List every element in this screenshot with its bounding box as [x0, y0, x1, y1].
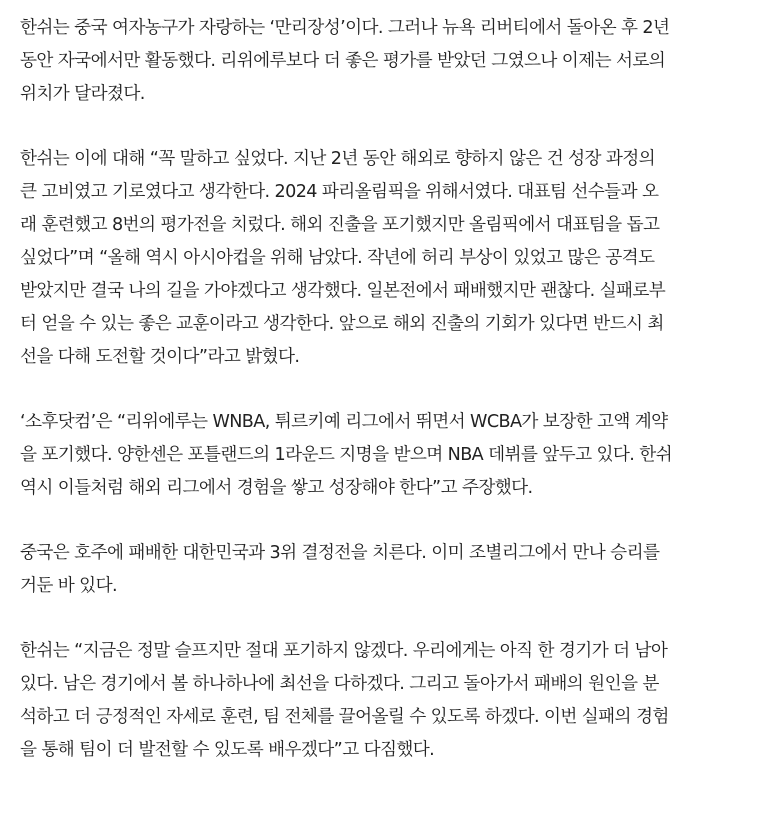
text-line: 을 통해 팀이 더 발전할 수 있도록 배우겠다”고 다짐했다.	[20, 740, 435, 760]
text-line: 역시 이들처럼 해외 리그에서 경험을 쌓고 성장해야 한다”고 주장했다.	[20, 478, 533, 498]
text-line: 을 포기했다. 양한센은 포틀랜드의 1라운드 지명을 받으며 NBA 데뷔를 앞두고 있다. 한쉬	[20, 445, 673, 465]
text-line: 터 얻을 수 있는 좋은 교훈이라고 생각한다. 앞으로 해외 진출의 기회가 있다면 반드시 최	[20, 314, 664, 334]
text-line: 있다. 남은 경기에서 볼 하나하나에 최선을 다하겠다. 그리고 돌아가서 패배의 원인을 분	[20, 674, 659, 694]
text-line: 선을 다해 도전할 것이다”라고 밝혔다.	[20, 347, 300, 367]
paragraph-han-xu-quote	[20, 143, 764, 374]
text-line: 한쉬는 중국 여자농구가 자랑하는 ‘만리장성’이다. 그러나 뉴욕 리버티에서 돌아온 후 2년	[20, 18, 670, 38]
text-line: 받았지만 결국 나의 길을 가야겠다고 생각했다. 일본전에서 패배했지만 괜찮다. 실패로부	[20, 281, 666, 301]
text-line: 한쉬는 “지금은 정말 슬프지만 절대 포기하지 않겠다. 우리에게는 아직 한 경기가 더 남아	[20, 641, 668, 661]
text-line: 한쉬는 이에 대해 “꼭 말하고 싶었다. 지난 2년 동안 해외로 향하지 않은 건 성장 과정의	[20, 149, 656, 169]
paragraph-third-place-game	[20, 537, 764, 603]
paragraph-han-xu-resolve	[20, 635, 764, 767]
text-line: 큰 고비였고 기로였다고 생각한다. 2024 파리올림픽을 위해서였다. 대표팀 선수들과 오	[20, 182, 659, 202]
text-line: 래 훈련했고 8번의 평가전을 치렀다. 해외 진출을 포기했지만 올림픽에서 대표팀을 돕고	[20, 215, 660, 235]
text-line: 중국은 호주에 패배한 대한민국과 3위 결정전을 치른다. 이미 조별리그에서 만나 승리를	[20, 543, 660, 563]
paragraph-sohu-claim	[20, 406, 764, 505]
text-line: 위치가 달라졌다.	[20, 84, 145, 104]
text-line: 싶었다”며 “올해 역시 아시아컵을 위해 남았다. 작년에 허리 부상이 있었고 많은 공격도	[20, 248, 655, 268]
text-line: 거둔 바 있다.	[20, 576, 117, 596]
text-line: 석하고 더 긍정적인 자세로 훈련, 팀 전체를 끌어올릴 수 있도록 하겠다. 이번 실패의 경험	[20, 707, 669, 727]
text-line: ‘소후닷컴’은 “리위에루는 WNBA, 튀르키예 리그에서 뛰면서 WCBA가 보장한 고액 계약	[20, 412, 668, 432]
text-line: 동안 자국에서만 활동했다. 리위에루보다 더 좋은 평가를 받았던 그였으나 이제는 서로의	[20, 51, 666, 71]
paragraph-han-xu-intro	[20, 12, 764, 111]
